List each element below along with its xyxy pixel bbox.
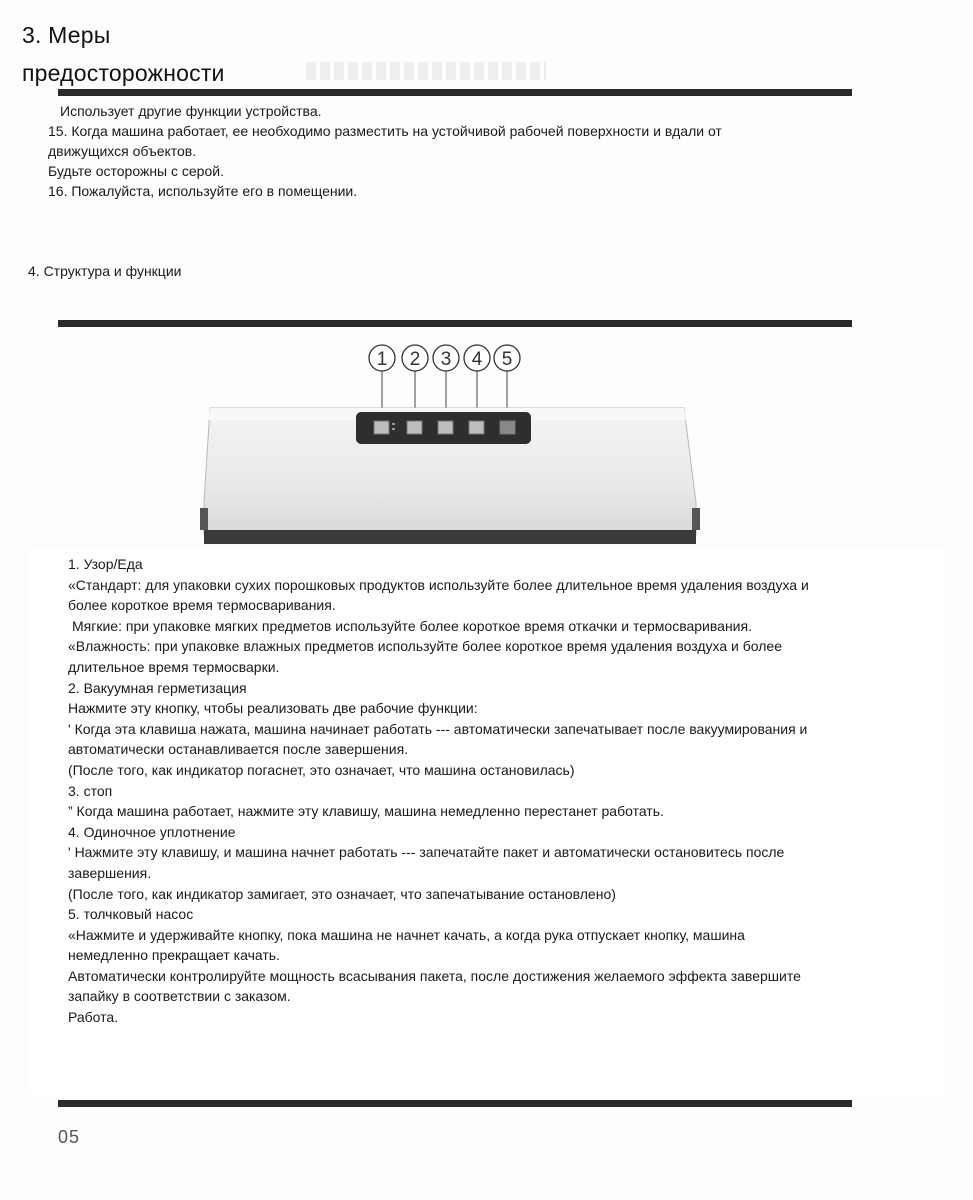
header-divider xyxy=(58,89,852,96)
function-line: Мягкие: при упаковке мягких предметов используйте более короткое время откачки и термосваривания. xyxy=(72,617,752,634)
function-line: 2. Вакуумная герметизация xyxy=(68,679,247,696)
function-line: немедленно прекращает качать. xyxy=(68,947,280,964)
title-line-1: 3. Меры xyxy=(22,22,111,48)
vacuum-sealer-diagram xyxy=(196,340,716,555)
title-line-2: предосторожности xyxy=(22,60,225,86)
function-line: Работа. xyxy=(68,1009,119,1026)
function-line: Автоматически контролируйте мощность всасывания пакета, после достижения желаемого эффекта завершите xyxy=(68,967,801,984)
page-title xyxy=(22,16,225,92)
callout-5: 5 xyxy=(501,349,513,370)
callout-4: 4 xyxy=(471,349,483,370)
functions-text xyxy=(68,554,908,1028)
section-divider xyxy=(58,320,852,327)
page-number: 05 xyxy=(58,1127,81,1147)
function-line: завершения. xyxy=(68,864,152,881)
machine-base xyxy=(204,530,696,544)
bleed-through-shadow xyxy=(306,62,546,80)
function-line: запайку в соответствии с заказом. xyxy=(68,988,291,1005)
function-line: 4. Одиночное уплотнение xyxy=(68,823,236,840)
precaution-line: Будьте осторожны с серой. xyxy=(48,163,224,179)
precaution-line: Использует другие функции устройства. xyxy=(60,103,322,119)
function-line: ' Когда эта клавиша нажата, машина начинает работать --- автоматически запечатывает после вакуумирования и xyxy=(68,720,808,737)
callout-1: 1 xyxy=(376,349,388,370)
function-line: 1. Узор/Еда xyxy=(68,556,143,572)
precaution-line: 15. Когда машина работает, ее необходимо разместить на устойчивой рабочей поверхности и вдали от xyxy=(48,123,722,139)
function-line: «Стандарт: для упаковки сухих порошковых продуктов используйте более длительное время удаления воздуха и xyxy=(68,576,809,593)
precaution-line: движущихся объектов. xyxy=(48,143,197,159)
footer-divider xyxy=(58,1100,852,1107)
function-line: более короткое время термосваривания. xyxy=(68,597,336,614)
callout-3: 3 xyxy=(440,349,452,370)
function-line: «Нажмите и удерживайте кнопку, пока машина не начнет качать, а когда рука отпускает кнопку, машина xyxy=(68,926,745,943)
precautions-text xyxy=(48,101,868,201)
function-line: ” Когда машина работает, нажмите эту клавишу, машина немедленно перестанет работать. xyxy=(68,803,664,820)
section-heading: 4. Структура и функции xyxy=(28,263,182,279)
function-line: длительное время термосварки. xyxy=(68,658,280,675)
function-line: 3. стоп xyxy=(68,782,113,799)
function-line: Нажмите эту кнопку, чтобы реализовать две рабочие функции: xyxy=(68,700,478,717)
function-line: ' Нажмите эту клавишу, и машина начнет работать --- запечатайте пакет и автоматически остановитесь после xyxy=(68,844,785,861)
precaution-line: 16. Пожалуйста, используйте его в помещении. xyxy=(48,183,358,199)
callout-2: 2 xyxy=(409,349,421,370)
function-line: автоматически останавливается после завершения. xyxy=(68,741,409,758)
function-line: (После того, как индикатор погаснет, это означает, что машина остановилась) xyxy=(68,761,575,778)
function-line: «Влажность: при упаковке влажных предметов используйте более короткое время удаления воздуха и более xyxy=(68,638,783,655)
function-line: 5. толчковый насос xyxy=(68,906,194,923)
function-line: (После того, как индикатор замигает, это означает, что запечатывание остановлено) xyxy=(68,885,616,902)
